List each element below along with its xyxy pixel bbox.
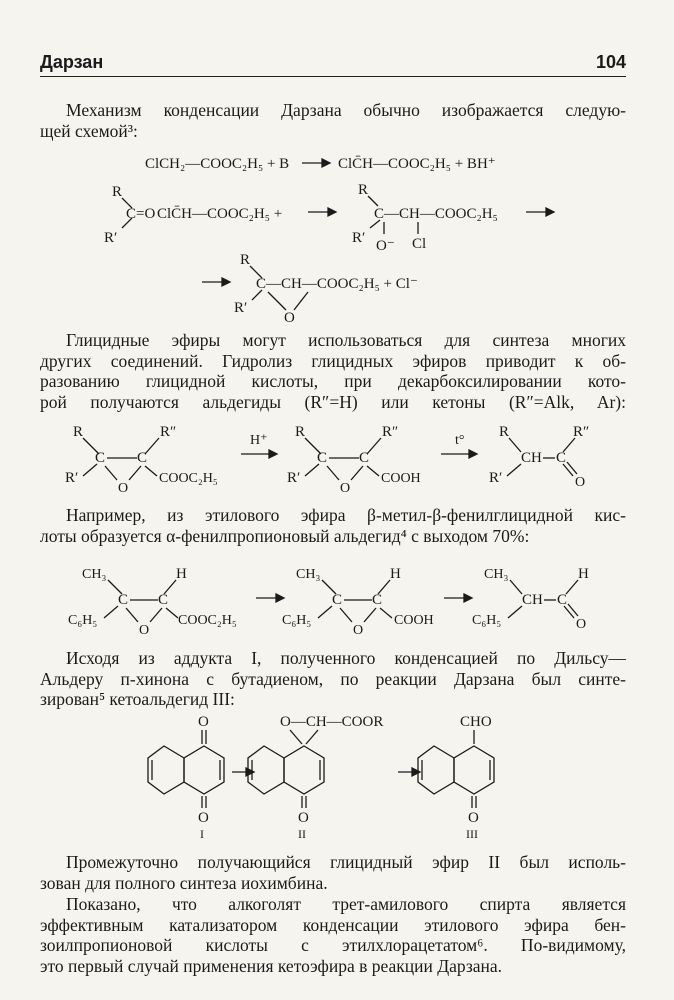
- phenyl-label: C₆H₅: [282, 613, 312, 628]
- carbonyl-text: C=O: [126, 206, 156, 222]
- text-line: Альдеру п-хинона с бутадиеном, по реакции Дарзана был синте-: [40, 668, 626, 689]
- side-chain: O—CH—COOR: [280, 714, 384, 730]
- r-double-label: R″: [573, 424, 590, 440]
- acid-group: COOH: [381, 471, 421, 486]
- epoxide-oxygen: O: [284, 310, 295, 325]
- text-line: щей схемой³:: [40, 120, 138, 141]
- r-double-label: R″: [382, 424, 399, 440]
- hydrolysis-scheme: [55, 418, 615, 500]
- c-label: C: [557, 592, 568, 608]
- text-line: Промежуточно получающийся глицидный эфир II был исполь-: [66, 852, 626, 872]
- paragraph-example: [40, 505, 626, 546]
- ketoaldehyde-scheme: [140, 710, 520, 840]
- r-label: R: [73, 424, 84, 440]
- r-label: R: [240, 252, 251, 268]
- c-label: C: [556, 450, 567, 466]
- r-label: R: [358, 182, 369, 198]
- paragraph-catalyst: [40, 894, 626, 976]
- text-line: разованию глицидной кислоты, при декарбоксилировании кото-: [40, 371, 626, 391]
- carbanion-text: ClC̄H—COOC₂H₅ + BH⁺: [338, 156, 496, 172]
- chlorine-label: Cl: [412, 236, 427, 252]
- c-label: C: [359, 450, 370, 466]
- r-prime-label: R′: [287, 470, 301, 486]
- oxo-label: O: [198, 714, 209, 730]
- compound-2: [248, 714, 383, 840]
- carbonyl-oxygen: O: [575, 475, 586, 490]
- text-line: Показано, что алкоголят трет-амилового спирта является: [66, 894, 626, 914]
- epoxide-oxygen: O: [353, 623, 364, 638]
- page-number: 104: [595, 52, 626, 72]
- epoxide-chain: C—CH—COOC₂H₅ + Cl⁻: [256, 276, 418, 292]
- epoxide-oxygen: O: [340, 481, 351, 496]
- adduct-text: C—CH—COOC₂H₅: [374, 206, 498, 222]
- compound-1: [148, 714, 224, 840]
- phenyl-label: C₆H₅: [68, 613, 98, 628]
- ester-group: COOC₂H₅: [159, 471, 218, 486]
- paragraph-diels-alder: [40, 648, 626, 710]
- compound-3: [418, 714, 494, 840]
- c-label: C: [317, 450, 328, 466]
- c-label: C: [372, 592, 383, 608]
- phenyl-label: C₆H₅: [472, 613, 502, 628]
- carbanion-reagent: ClC̄H—COOC₂H₅ +: [157, 206, 283, 222]
- r-label: R: [295, 424, 306, 440]
- text-line: Глицидные эфиры могут использоваться для синтеза многих: [66, 330, 626, 350]
- hydrogen-label: H: [176, 566, 187, 582]
- text-line: Например, из этилового эфира β-метил-β-фенилглицидной кис-: [66, 505, 626, 525]
- methyl-label: CH₃: [484, 567, 509, 582]
- aldehyde-label: CHO: [460, 714, 492, 730]
- ch-label: CH: [522, 592, 543, 608]
- r-prime-label: R′: [104, 230, 118, 246]
- oxo-label: O: [198, 810, 209, 826]
- mechanism-scheme: [90, 150, 570, 325]
- running-title: Дарзан: [40, 52, 104, 72]
- carbonyl-oxygen: O: [576, 617, 587, 632]
- c-label: C: [118, 592, 129, 608]
- r-double-label: R″: [160, 424, 177, 440]
- r-prime-label: R′: [352, 230, 366, 246]
- hydrogen-label: H: [390, 566, 401, 582]
- phenylpropanal-scheme: [60, 560, 620, 642]
- acid-catalyst: H⁺: [250, 433, 268, 448]
- paragraph-yohimbine: [40, 852, 626, 893]
- methyl-label: CH₃: [82, 567, 107, 582]
- compound-label: I: [200, 827, 204, 840]
- oxide-anion: O⁻: [376, 238, 395, 254]
- reactant-text: ClCH₂—COOC₂H₅ + B: [145, 156, 290, 172]
- text-line: Исходя из аддукта I, полученного конденсацией по Дильсу—: [66, 648, 626, 668]
- header-rule: [40, 76, 626, 77]
- r-prime-label: R′: [489, 470, 503, 486]
- r-label: R: [499, 424, 510, 440]
- text-line: это первый случай применения кетоэфира в реакции Дарзана.: [40, 955, 503, 976]
- compound-label: III: [466, 827, 478, 840]
- text-line: зирован⁵ кетоальдегид III:: [40, 689, 235, 709]
- hydrogen-label: H: [578, 566, 589, 582]
- text-line: зован для полного синтеза иохимбина.: [40, 872, 328, 893]
- text-line: других соединений. Гидролиз глицидных эфиров приводит к об-: [40, 350, 626, 371]
- r-prime-label: R′: [234, 300, 248, 316]
- page-header: [40, 52, 626, 78]
- epoxide-oxygen: O: [139, 623, 150, 638]
- ch-label: CH: [521, 450, 542, 466]
- text-line: зоилпропионовой кислоты с этилхлорацетатом⁶. По-видимому,: [40, 935, 626, 955]
- paragraph-glycidic: [40, 330, 626, 412]
- r-prime-label: R′: [65, 470, 79, 486]
- text-line: лоты образуется α-фенилпропионовый альдегид⁴ с выходом 70%:: [40, 525, 530, 546]
- oxo-label: O: [468, 810, 479, 826]
- oxo-label: O: [298, 810, 309, 826]
- c-label: C: [95, 450, 106, 466]
- text-line: эффективным катализатором конденсации этилового эфира бен-: [40, 914, 626, 935]
- text-line: рой получаются альдегиды (R″=H) или кетоны (R″=Alk, Ar):: [40, 391, 626, 412]
- c-label: C: [137, 450, 148, 466]
- text-line: Механизм конденсации Дарзана обычно изображается следую-: [66, 100, 626, 120]
- paragraph-intro: [40, 100, 626, 141]
- acid-group: COOH: [394, 613, 434, 628]
- methyl-label: CH₃: [296, 567, 321, 582]
- compound-label: II: [298, 827, 306, 840]
- epoxide-oxygen: O: [118, 481, 129, 496]
- ester-group: COOC₂H₅: [178, 613, 237, 628]
- heat-label: t°: [455, 433, 465, 448]
- r-label: R: [112, 184, 123, 200]
- c-label: C: [158, 592, 169, 608]
- c-label: C: [332, 592, 343, 608]
